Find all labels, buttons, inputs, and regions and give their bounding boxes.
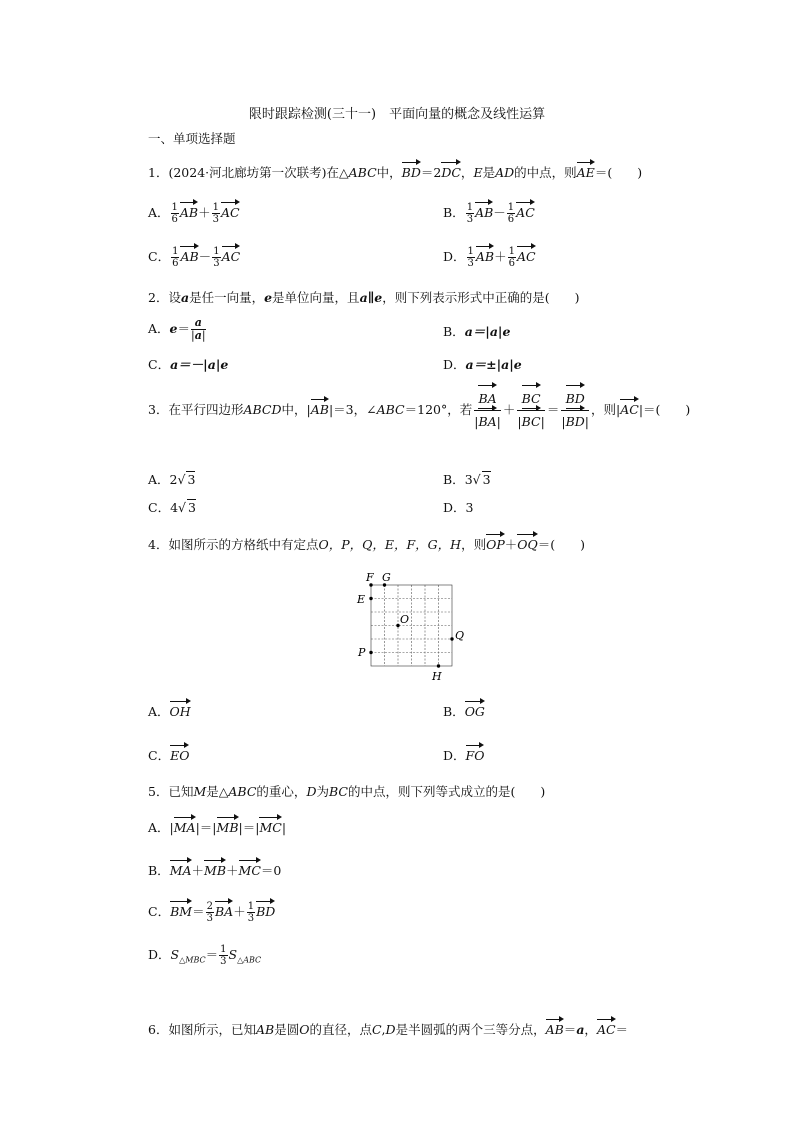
q1-option-a[interactable]: A． $\frac{1}{6}$ AB＋ $\frac{1}{3}$ AC	[148, 202, 240, 225]
q5-option-d[interactable]: D．$S_{\triangle MBC}=$ $\frac{1}{3}$ $S_{\triangle ABC}$	[148, 944, 262, 967]
q3-option-b[interactable]: B．3√ 3	[443, 472, 491, 487]
label-f: F	[366, 571, 374, 584]
label-g: G	[382, 571, 391, 584]
label-h: H	[432, 670, 442, 683]
question-4: 4．如图所示的方格纸中有定点O，P，Q，E，F，G，H，则OP＋OQ＝( )	[148, 537, 586, 552]
question-6: 6．如图所示，已知AB是圆O的直径，点C,D是半圆弧的两个三等分点，AB＝a，AC＝	[148, 1022, 629, 1037]
label-e: E	[357, 593, 366, 606]
q2-option-a[interactable]: A．e＝ $\frac{a}{|a|}$	[148, 316, 206, 342]
question-5: 5．已知M是△ABC的重心，D为BC的中点，则下列等式成立的是( )	[148, 784, 546, 799]
q5-option-a[interactable]: A．|MA|＝|MB|＝|MC|	[148, 820, 287, 835]
section-heading: 一、单项选择题	[148, 131, 236, 146]
question-3: 3．在平行四边形ABCD中，|AB|＝3，∠ABC＝120°，若 $\frac{BA}{|BA|}$ ＋ $\frac{BC}{|BC|}$ ＝ $\frac{BD}{|BD|}$ ，则|AC|＝( )	[148, 388, 690, 433]
question-2: 2．设a是任一向量，e是单位向量，且a∥e，则下列表示形式中正确的是( )	[148, 290, 580, 305]
q3-option-a[interactable]: A．2√ 3	[148, 472, 196, 487]
q2-option-b[interactable]: B．a＝|a|e	[443, 324, 511, 339]
point-q	[450, 637, 453, 640]
q4-option-d[interactable]: D．FO	[443, 748, 485, 763]
page-title: 限时跟踪检测(三十一) 平面向量的概念及线性运算	[248, 107, 546, 122]
q4-option-b[interactable]: B．OG	[443, 704, 485, 719]
q1-option-b[interactable]: B． $\frac{1}{3}$ AB－ $\frac{1}{6}$ AC	[443, 202, 535, 225]
q5-option-b[interactable]: B．MA＋MB＋MC＝0	[148, 863, 282, 878]
q1-source: (2024·河北廊坊第一次联考)	[168, 165, 327, 180]
question-1: 1．(2024·河北廊坊第一次联考)在△ABC中，BD＝2DC，E是AD的中点，则AE＝( )	[148, 165, 643, 180]
q3-option-c[interactable]: C．4√ 3	[148, 500, 196, 515]
q1-option-d[interactable]: D． $\frac{1}{3}$ AB＋ $\frac{1}{6}$ AC	[443, 246, 536, 269]
point-h	[437, 664, 440, 667]
label-o: O	[400, 613, 410, 626]
point-p	[369, 651, 372, 654]
label-q: Q	[455, 629, 465, 642]
grid-figure	[350, 564, 474, 686]
q4-option-a[interactable]: A．OH	[148, 704, 191, 719]
q4-option-c[interactable]: C．EO	[148, 748, 190, 763]
q2-option-d[interactable]: D．a＝±|a|e	[443, 357, 522, 372]
point-e	[369, 597, 372, 600]
label-p: P	[358, 646, 366, 659]
q1-option-c[interactable]: C． $\frac{1}{6}$ AB－ $\frac{1}{3}$ AC	[148, 246, 241, 269]
q2-option-c[interactable]: C．a＝－|a|e	[148, 357, 229, 372]
q3-option-d[interactable]: D．3	[443, 500, 474, 515]
q5-option-c[interactable]: C．BM＝ $\frac{2}{3}$ BA＋ $\frac{1}{3}$ BD	[148, 901, 276, 924]
